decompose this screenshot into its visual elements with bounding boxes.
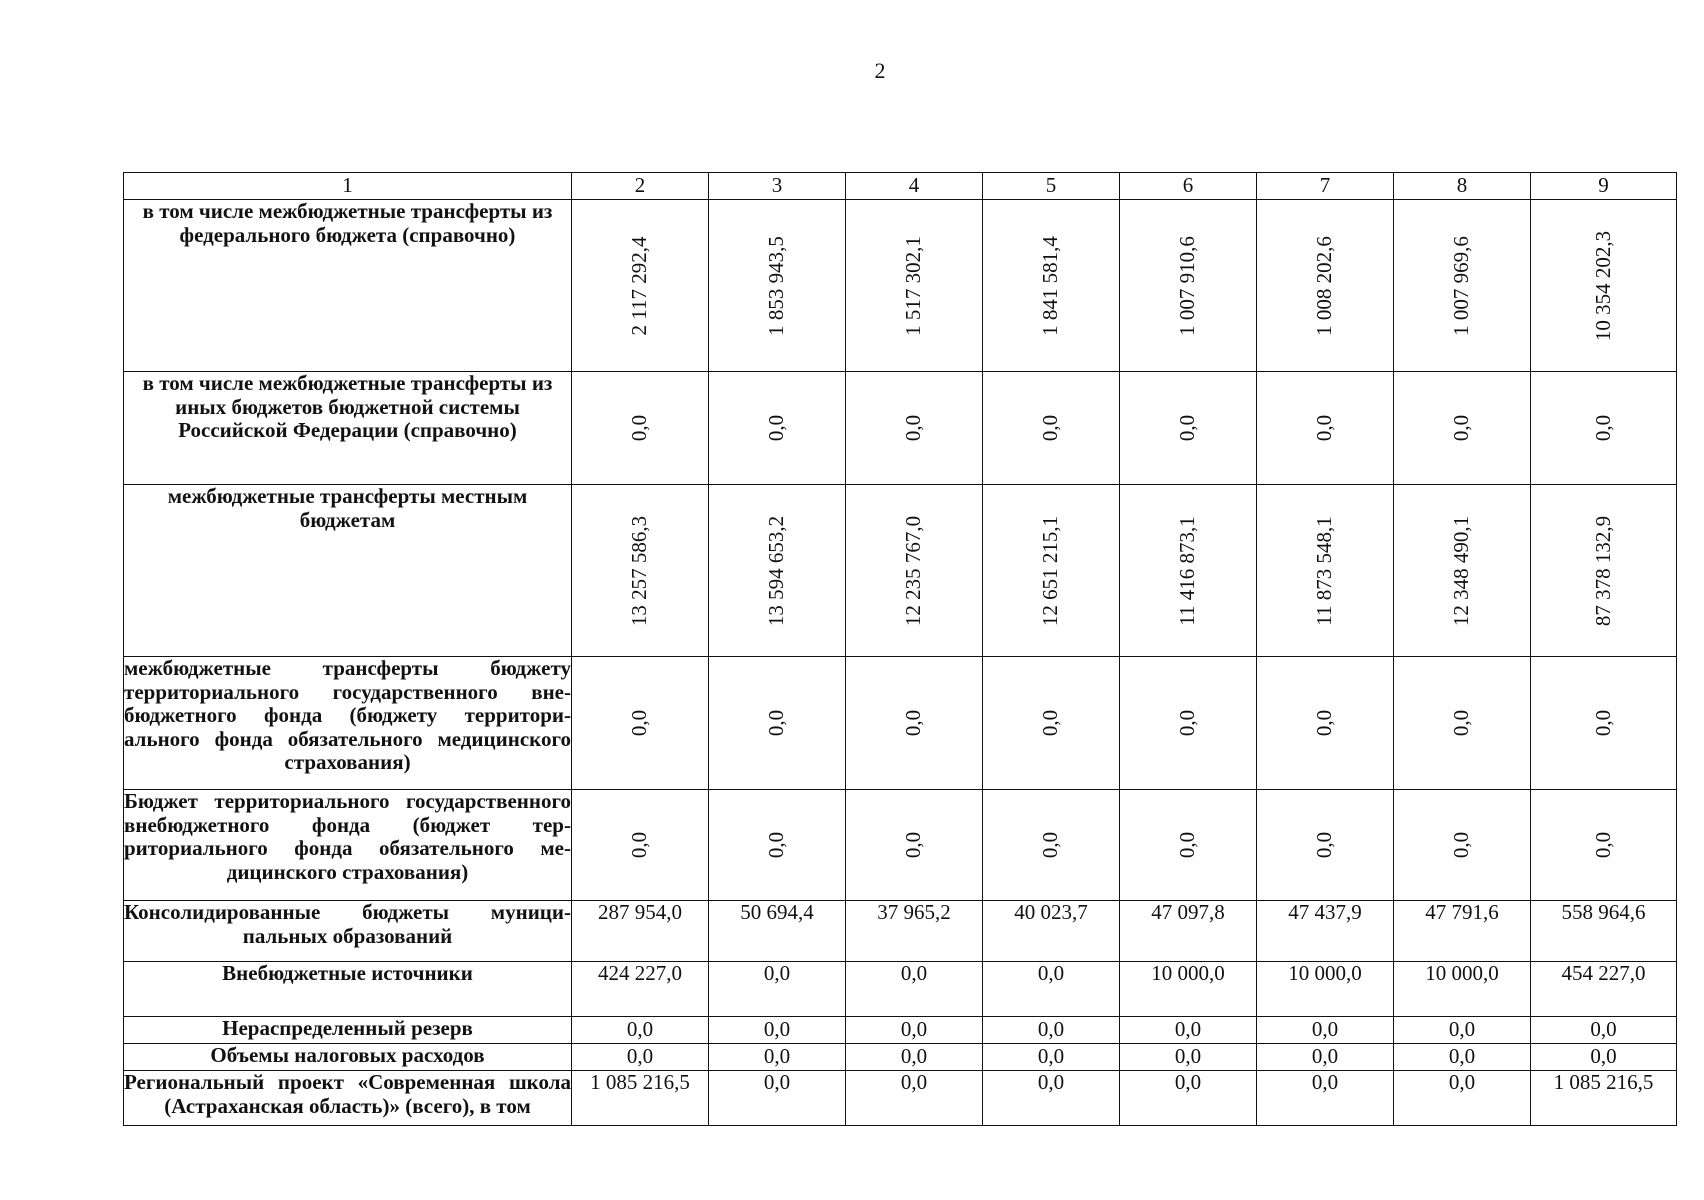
table-cell [1394, 372, 1531, 485]
cell-value: 1 008 202,6 [1312, 235, 1337, 336]
cell-value: 0,0 [1590, 709, 1615, 737]
table-cell: 1 085 216,5 [1531, 1071, 1677, 1126]
table-cell: 40 023,7 [983, 901, 1120, 962]
cell-value: 11 416 873,1 [1175, 515, 1200, 626]
table-cell [846, 372, 983, 485]
cell-value: 0,0 [764, 414, 789, 442]
table-row [124, 200, 1677, 372]
cell-value: 0,0 [901, 831, 926, 859]
column-header: 4 [846, 173, 983, 200]
table-cell: 0,0 [1531, 1017, 1677, 1044]
row-label: Региональный проект «Современная школа (Астраханская область)» (всего), в том [124, 1071, 572, 1126]
table-cell [983, 485, 1120, 657]
table-cell: 0,0 [1120, 1017, 1257, 1044]
cell-value: 13 257 586,3 [627, 515, 652, 626]
table-cell [709, 200, 846, 372]
table-cell [846, 790, 983, 901]
table-cell: 0,0 [1394, 1017, 1531, 1044]
table-cell: 0,0 [846, 962, 983, 1017]
row-label: Нераспределенный резерв [124, 1017, 572, 1044]
cell-value: 0,0 [1312, 831, 1337, 859]
table-cell [1120, 657, 1257, 790]
cell-value: 0,0 [627, 831, 652, 859]
table-cell [1531, 657, 1677, 790]
table-cell: 0,0 [1257, 1071, 1394, 1126]
table-cell [846, 657, 983, 790]
table-cell [1257, 790, 1394, 901]
column-header: 2 [572, 173, 709, 200]
table-cell: 0,0 [572, 1044, 709, 1071]
table-cell: 0,0 [1257, 1044, 1394, 1071]
table-cell: 37 965,2 [846, 901, 983, 962]
row-label: межбюджетные трансферты местным бюджетам [124, 485, 572, 657]
row-label: в том числе межбюджетные трансферты из федерального бюджета (справочно) [124, 200, 572, 372]
cell-value: 0,0 [627, 709, 652, 737]
table-cell [1531, 200, 1677, 372]
row-label: Бюджет территориального государственного внебюджетного фонда (бюджет территориального фонда обязательного медицинского страхования) [124, 790, 572, 901]
cell-value: 1 853 943,5 [764, 235, 789, 336]
table-cell: 0,0 [572, 1017, 709, 1044]
table-cell [1120, 790, 1257, 901]
table-cell: 0,0 [709, 1044, 846, 1071]
cell-value: 2 117 292,4 [627, 236, 652, 335]
cell-value: 12 651 215,1 [1038, 515, 1063, 626]
cell-value: 0,0 [901, 414, 926, 442]
table-cell [572, 790, 709, 901]
table-cell [846, 200, 983, 372]
table-cell: 454 227,0 [1531, 962, 1677, 1017]
cell-value: 0,0 [1449, 831, 1474, 859]
table-row [124, 1071, 1677, 1126]
cell-value: 0,0 [901, 709, 926, 737]
table-cell [983, 372, 1120, 485]
row-label: Внебюджетные источники [124, 962, 572, 1017]
table-row [124, 1017, 1677, 1044]
table-cell: 0,0 [1394, 1071, 1531, 1126]
table-cell: 47 097,8 [1120, 901, 1257, 962]
cell-value: 87 378 132,9 [1590, 515, 1615, 626]
cell-value: 0,0 [1175, 414, 1200, 442]
column-header: 6 [1120, 173, 1257, 200]
table-cell [846, 485, 983, 657]
page-number: 2 [874, 58, 886, 83]
table-cell [709, 657, 846, 790]
table-cell: 0,0 [1257, 1017, 1394, 1044]
column-header: 8 [1394, 173, 1531, 200]
cell-value: 0,0 [764, 709, 789, 737]
table-cell: 0,0 [846, 1017, 983, 1044]
table-cell [1394, 790, 1531, 901]
table-cell [572, 200, 709, 372]
cell-value: 12 348 490,1 [1449, 515, 1474, 626]
table-cell: 424 227,0 [572, 962, 709, 1017]
cell-value: 1 841 581,4 [1038, 235, 1063, 336]
table-cell: 0,0 [846, 1071, 983, 1126]
table-cell: 0,0 [1120, 1044, 1257, 1071]
table-row [124, 657, 1677, 790]
cell-value: 0,0 [1175, 709, 1200, 737]
table-cell [572, 657, 709, 790]
table-cell [1257, 200, 1394, 372]
column-header: 9 [1531, 173, 1677, 200]
row-label: в том числе межбюджетные трансферты из иных бюджетов бюджетной системы Российской Федерации (справочно) [124, 372, 572, 485]
table-cell: 10 000,0 [1120, 962, 1257, 1017]
cell-value: 11 873 548,1 [1312, 515, 1337, 626]
table-cell [1257, 372, 1394, 485]
column-header: 1 [124, 173, 572, 200]
table-cell: 47 791,6 [1394, 901, 1531, 962]
table-cell: 0,0 [983, 1044, 1120, 1071]
cell-value: 1 007 969,6 [1449, 235, 1474, 336]
cell-value: 10 354 202,3 [1590, 230, 1615, 341]
table-cell: 50 694,4 [709, 901, 846, 962]
column-header: 7 [1257, 173, 1394, 200]
cell-value: 0,0 [1590, 414, 1615, 442]
table-row [124, 901, 1677, 962]
cell-value: 13 594 653,2 [764, 515, 789, 626]
table-cell [1394, 485, 1531, 657]
table-row [124, 790, 1677, 901]
table-cell: 1 085 216,5 [572, 1071, 709, 1126]
row-label: Консолидированные бюджеты муниципальных образований [124, 901, 572, 962]
table-cell: 0,0 [1531, 1044, 1677, 1071]
table-cell [1394, 657, 1531, 790]
table-cell [709, 485, 846, 657]
cell-value: 0,0 [1312, 414, 1337, 442]
table-cell [1531, 790, 1677, 901]
table-cell [1257, 657, 1394, 790]
table-cell [1120, 200, 1257, 372]
table-cell [1531, 485, 1677, 657]
table-cell [572, 485, 709, 657]
table-row [124, 962, 1677, 1017]
cell-value: 0,0 [627, 414, 652, 442]
cell-value: 0,0 [1038, 709, 1063, 737]
table-cell: 0,0 [1394, 1044, 1531, 1071]
table-cell: 0,0 [983, 1017, 1120, 1044]
cell-value: 12 235 767,0 [901, 515, 926, 626]
cell-value: 0,0 [1038, 414, 1063, 442]
cell-value: 0,0 [1590, 831, 1615, 859]
table-cell: 0,0 [983, 1071, 1120, 1126]
table-cell: 0,0 [846, 1044, 983, 1071]
column-header: 3 [709, 173, 846, 200]
table-row [124, 485, 1677, 657]
table-cell: 287 954,0 [572, 901, 709, 962]
cell-value: 1 517 302,1 [901, 235, 926, 336]
table-cell [983, 657, 1120, 790]
row-label: Объемы налоговых расходов [124, 1044, 572, 1071]
table-cell: 10 000,0 [1257, 962, 1394, 1017]
cell-value: 1 007 910,6 [1175, 235, 1200, 336]
table-cell: 0,0 [1120, 1071, 1257, 1126]
table-cell: 0,0 [709, 1071, 846, 1126]
cell-value: 0,0 [1449, 709, 1474, 737]
table-cell: 558 964,6 [1531, 901, 1677, 962]
cell-value: 0,0 [1312, 709, 1337, 737]
table-cell: 10 000,0 [1394, 962, 1531, 1017]
table-cell [983, 790, 1120, 901]
table-row [124, 1044, 1677, 1071]
cell-value: 0,0 [1449, 414, 1474, 442]
table-cell [1120, 485, 1257, 657]
table-cell [1120, 372, 1257, 485]
budget-table [123, 172, 1677, 1126]
table-cell: 0,0 [709, 962, 846, 1017]
table-cell: 47 437,9 [1257, 901, 1394, 962]
table-cell [709, 372, 846, 485]
table-cell: 0,0 [709, 1017, 846, 1044]
table-cell [709, 790, 846, 901]
table-cell [1531, 372, 1677, 485]
cell-value: 0,0 [1175, 831, 1200, 859]
table-row [124, 372, 1677, 485]
row-label: межбюджетные трансферты бюджету территориального государственного внебюджетного фонда (бюджету территориального фонда обязательного медицинского страхования) [124, 657, 572, 790]
column-number-row [124, 173, 1677, 200]
cell-value: 0,0 [764, 831, 789, 859]
table-cell: 0,0 [983, 962, 1120, 1017]
cell-value: 0,0 [1038, 831, 1063, 859]
column-header: 5 [983, 173, 1120, 200]
table-cell [572, 372, 709, 485]
table-cell [983, 200, 1120, 372]
table-cell [1394, 200, 1531, 372]
table-cell [1257, 485, 1394, 657]
